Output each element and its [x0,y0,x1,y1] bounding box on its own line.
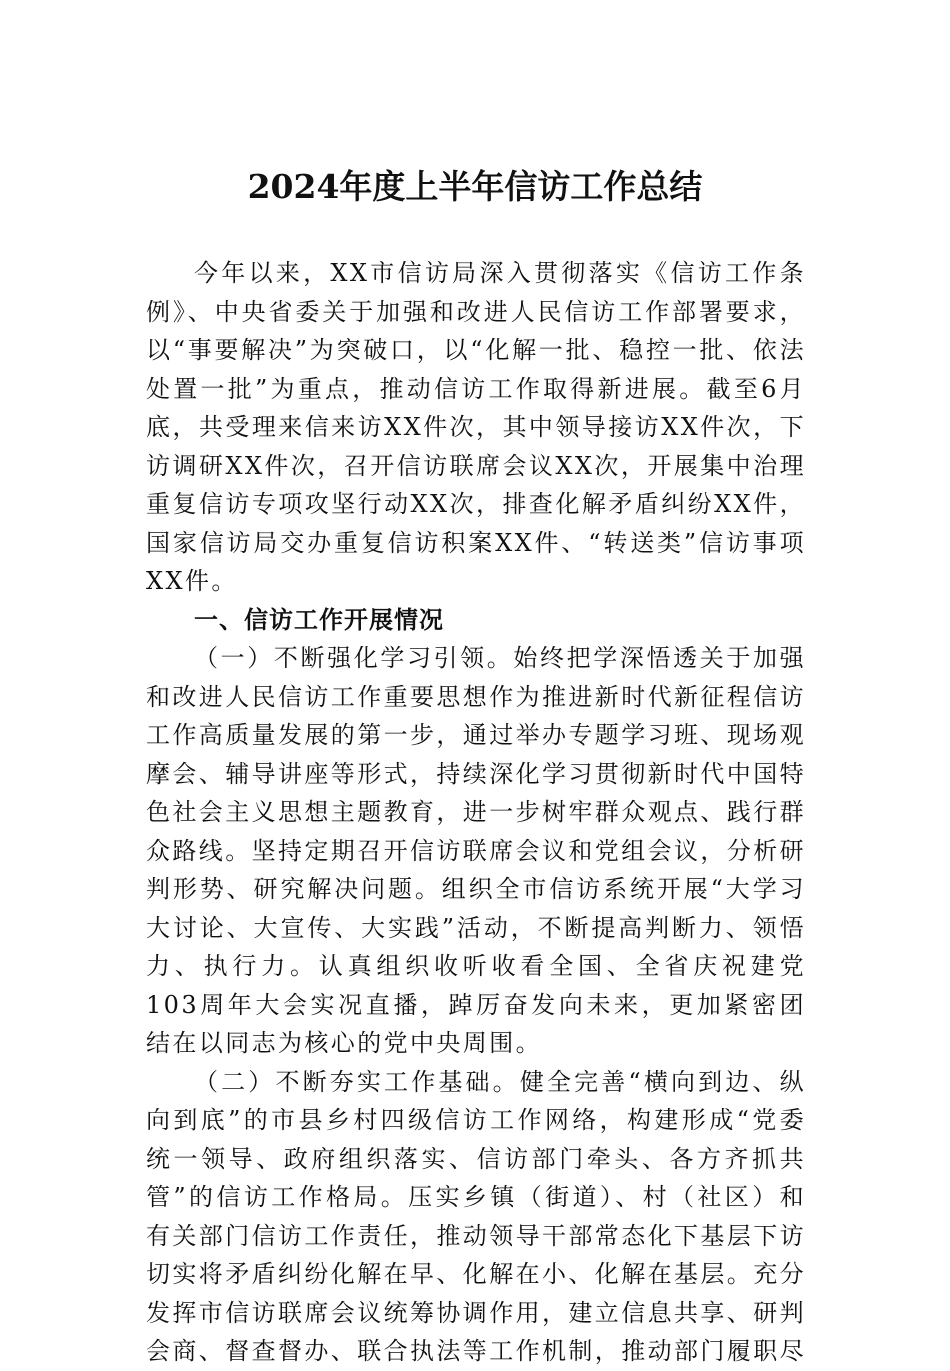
intro-paragraph: 今年以来，XX市信访局深入贯彻落实《信访工作条例》、中央省委关于加强和改进人民信访工作部署要求，以“事要解决”为突破口，以“化解一批、稳控一批、依法处置一批”为重点，推动信访工作取得新进展。截至6月底，共受理来信来访XX件次，其中领导接访XX件次，下访调研XX件次，召开信访联席会议XX次，开展集中治理重复信访专项攻坚行动XX次，排查化解矛盾纠纷XX件，国家信访局交办重复信访积案XX件、“转送类”信访事项XX件。 [146,259,806,595]
subsection-2-text: 健全完善“横向到边、纵向到底”的市县乡村四级信访工作网络，构建形成“党委统一领导、政府组织落实、信访部门牵头、各方齐抓共管”的信访工作格局。压实乡镇（街道）、村（社区）和有关部门信访工作责任，推动领导干部常态化下基层下访切实将矛盾纠纷化解在早、化解在小、化解在基层。充分发挥市信访联席会议统筹协调作用，建立信息共享、研判会商、督查督办、联合执法等工作机制，推动部门履职尽 [146,1067,806,1365]
subsection-2-paragraph [146,1063,806,1371]
subsection-1-paragraph [146,639,806,1063]
subsection-1-text: 始终把学深悟透关于加强和改进人民信访工作重要思想作为推进新时代新征程信访工作高质量发展的第一步，通过举办专题学习班、现场观摩会、辅导讲座等形式，持续深化学习贯彻新时代中国特色社会主义思想主题教育，进一步树牢群众观点、践行群众路线。坚持定期召开信访联席会议和党组会议，分析研判形势、研究解决问题。组织全市信访系统开展“大学习大讨论、大宣传、大实践”活动，不断提高判断力、领悟力、执行力。认真组织收听收看全国、全省庆祝建党103周年大会实况直播，踔厉奋发向未来，更加紧密团结在以同志为核心的党中央周围。 [146,644,806,1057]
section-heading-1: 一、信访工作开展情况 [194,605,444,634]
subsection-1-lead: （一）不断强化学习引领。 [194,644,514,672]
document-title: 2024年度上半年信访工作总结 [247,167,703,206]
subsection-2-lead: （二）不断夯实工作基础。 [194,1067,520,1096]
document-body [146,254,806,1371]
